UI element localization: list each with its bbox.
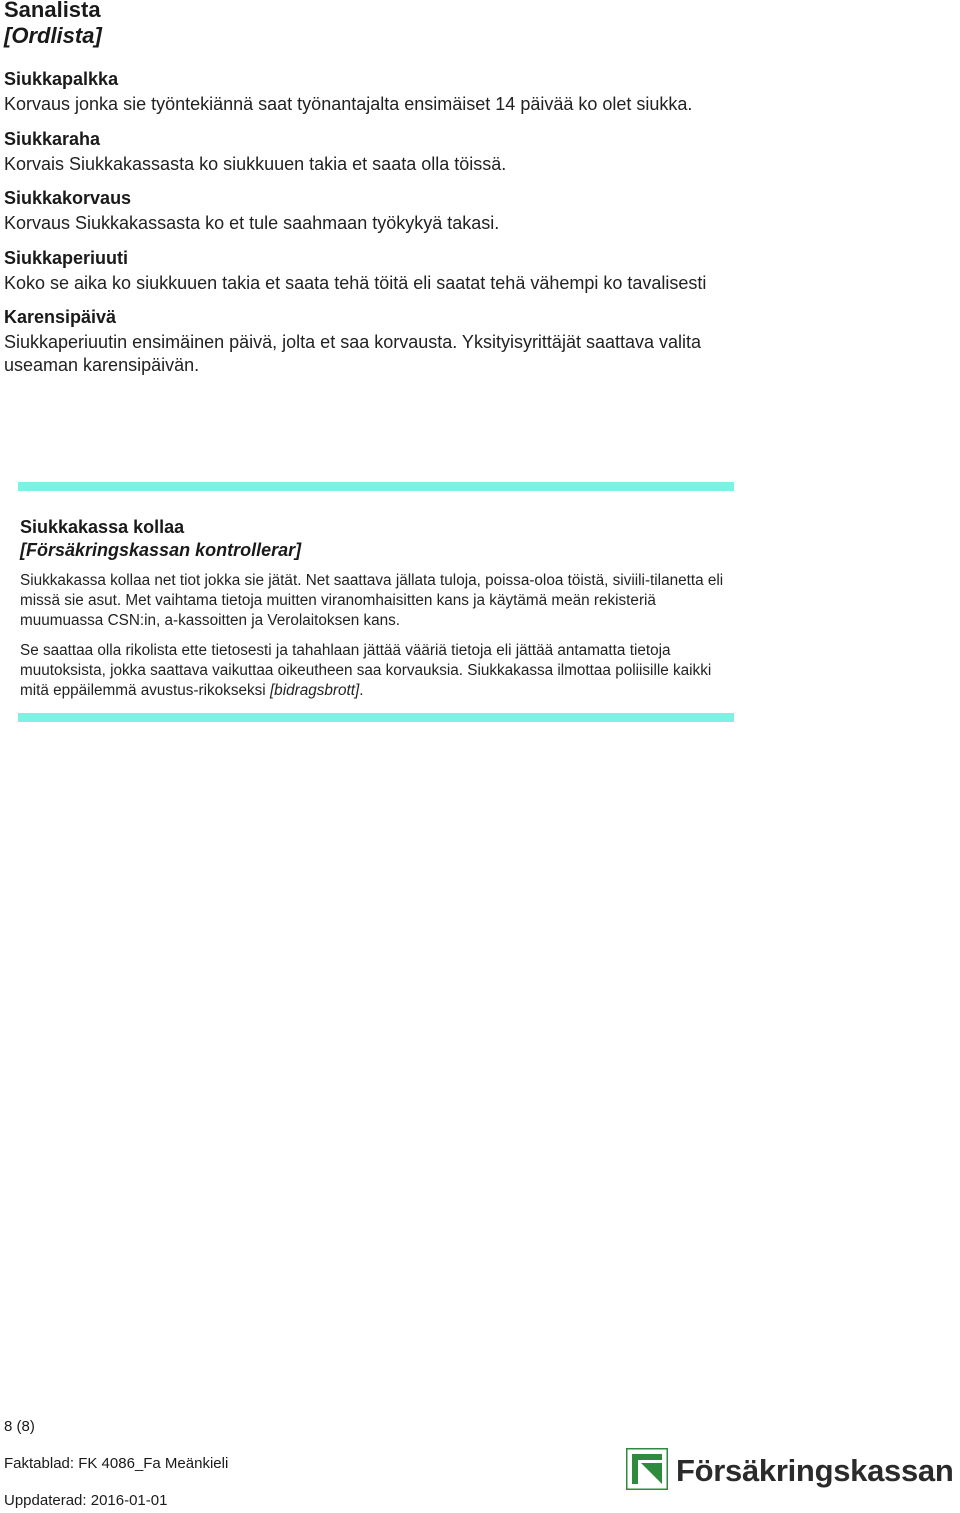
info-box-paragraph (20, 641, 732, 701)
glossary-entry (4, 187, 724, 235)
info-box-paragraph-end: . (359, 682, 364, 699)
glossary-list (4, 68, 724, 388)
glossary-definition: Koko se aika ko siukkuuen takia et saata tehä töitä eli saatat tehä vähempi ko tavalisesti (4, 272, 707, 293)
page-subtitle: [Ordlista] (4, 23, 102, 48)
glossary-entry (4, 247, 724, 295)
info-box-heading-swedish: [Försäkringskassan kontrollerar] (20, 540, 302, 560)
info-box-paragraph-text: Se saattaa olla rikolista ette tietosesti ja tahahlaan jättää vääriä tietoja eli jättää antamatta tietoja muutoksista, jokka saattava vaikuttaa oikeutheen saa korvauksia. Siukkakassa ilmottaa poliisille kaikki mitä eppäilemmä avustus-rikokseksi (20, 642, 712, 699)
glossary-term: Siukkakorvaus (4, 188, 132, 208)
glossary-definition: Siukkaperiuutin ensimäinen päivä, jolta et saa korvausta. Yksityisyrittäjät saattava valita useaman karensipäivän. (4, 332, 702, 375)
info-box-paragraph: Siukkakassa kollaa net tiot jokka sie jätät. Net saattava jällata tuloja, poissa-oloa töistä, siviili-tilanetta eli missä sie asut. Met vaihtama tietoja muitten viranomhaisitten kans ja käytämä meän rekisteriä muumuassa CSN:in, a-kassoitten ja Verolaitoksen kans. (20, 572, 724, 629)
glossary-entry (4, 68, 724, 116)
forsakringskassan-logo (626, 1448, 960, 1498)
glossary-term: Siukkaperiuuti (4, 247, 129, 268)
updated-date: Uppdaterad: 2016-01-01 (4, 1492, 168, 1509)
page-number: 8 (8) (4, 1418, 35, 1435)
info-box-swedish-term: [bidragsbrott] (269, 682, 360, 699)
glossary-term: Siukkaraha (4, 128, 101, 149)
info-box-bottom-rule (18, 713, 734, 722)
forsakringskassan-logo-icon (626, 1448, 668, 1490)
info-box-top-rule (18, 482, 734, 491)
page-title: Sanalista (4, 0, 101, 22)
glossary-term: Karensipäivä (4, 307, 117, 327)
info-box-heading: Siukkakassa kollaa (20, 517, 185, 537)
glossary-entry (4, 128, 724, 176)
factsheet-id: Faktablad: FK 4086_Fa Meänkieli (4, 1455, 229, 1472)
glossary-definition: Korvaus jonka sie työntekiännä saat työnantajalta ensimäiset 14 päivää ko olet siukka. (4, 94, 693, 114)
glossary-entry (4, 306, 724, 376)
info-box (20, 516, 732, 711)
glossary-definition: Korvaus Siukkakassasta ko et tule saahmaan työkykyä takasi. (4, 213, 500, 233)
glossary-definition: Korvais Siukkakassasta ko siukkuuen takia et saata olla töissä. (4, 153, 507, 174)
glossary-term: Siukkapalkka (4, 69, 119, 89)
logo-text: Försäkringskassan (676, 1453, 954, 1488)
